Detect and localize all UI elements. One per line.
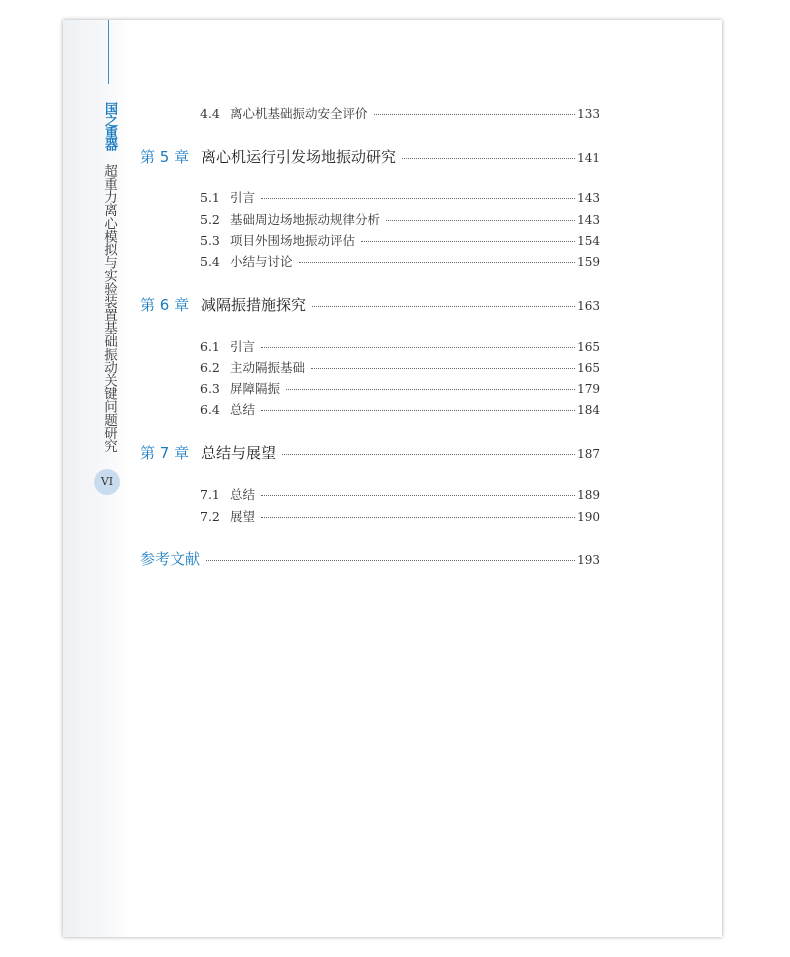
entry-page-number: 193 [577, 553, 600, 567]
series-logo: 国之重器 [102, 102, 117, 150]
section-number: 6.1 [200, 339, 220, 354]
section-number: 7.2 [200, 509, 220, 524]
chapter-label: 第 6 章 [140, 296, 190, 314]
section-number: 5.2 [200, 212, 220, 227]
entry-page-number: 143 [577, 213, 600, 227]
toc-section-entry[interactable] [200, 252, 600, 270]
entry-page-number: 184 [577, 403, 600, 417]
section-number: 5.4 [200, 254, 220, 269]
toc-section-entry[interactable] [200, 400, 600, 418]
page-number-badge: VI [94, 469, 120, 495]
entry-title: 引言 [230, 190, 256, 205]
entry-page-number: 165 [577, 340, 600, 354]
entry-page-number: 187 [577, 447, 600, 461]
chapter-label: 第 7 章 [140, 444, 190, 462]
dot-leader [286, 389, 575, 390]
entry-title: 基础周边场地振动规律分析 [230, 212, 381, 227]
dot-leader [261, 198, 575, 199]
toc-section-entry[interactable] [200, 210, 600, 228]
entry-page-number: 141 [577, 151, 600, 165]
entry-title: 总结与展望 [201, 444, 277, 462]
entry-page-number: 163 [577, 299, 600, 313]
toc-section-entry[interactable] [200, 507, 600, 525]
entry-title: 屏障隔振 [230, 381, 281, 396]
entry-title: 总结 [230, 402, 256, 417]
dot-leader [261, 410, 575, 411]
entry-title: 离心机基础振动安全评价 [230, 106, 368, 121]
dot-leader [374, 114, 576, 115]
dot-leader [386, 220, 575, 221]
dot-leader [261, 495, 575, 496]
dot-leader [261, 347, 575, 348]
entry-title: 参考文献 [140, 550, 201, 568]
toc-chapter-entry[interactable] [140, 442, 600, 463]
running-book-title: 超重力离心模拟与实验装置基础振动关键问题研究 [101, 164, 117, 453]
section-number: 4.4 [200, 106, 220, 121]
dot-leader [402, 158, 575, 159]
entry-page-number: 133 [577, 107, 600, 121]
entry-page-number: 190 [577, 510, 600, 524]
section-number: 5.3 [200, 233, 220, 248]
entry-page-number: 143 [577, 191, 600, 205]
margin-rule [108, 20, 109, 84]
toc-section-entry[interactable] [200, 231, 600, 249]
entry-page-number: 159 [577, 255, 600, 269]
dot-leader [312, 306, 575, 307]
entry-title: 小结与讨论 [230, 254, 293, 269]
entry-title: 引言 [230, 339, 256, 354]
dot-leader [311, 368, 575, 369]
entry-page-number: 165 [577, 361, 600, 375]
toc-references-entry[interactable] [140, 548, 600, 569]
entry-page-number: 189 [577, 488, 600, 502]
entry-title: 离心机运行引发场地振动研究 [201, 148, 397, 166]
entry-title: 展望 [230, 509, 256, 524]
toc-chapter-entry[interactable] [140, 146, 600, 167]
section-number: 7.1 [200, 487, 220, 502]
toc-chapter-entry[interactable] [140, 294, 600, 315]
section-number: 6.2 [200, 360, 220, 375]
toc-section-entry[interactable] [200, 188, 600, 206]
section-number: 6.3 [200, 381, 220, 396]
entry-title: 总结 [230, 487, 256, 502]
toc-section-entry[interactable] [200, 337, 600, 355]
entry-page-number: 154 [577, 234, 600, 248]
page [63, 20, 722, 937]
dot-leader [299, 262, 576, 263]
entry-title: 减隔振措施探究 [201, 296, 307, 314]
chapter-label: 第 5 章 [140, 148, 190, 166]
entry-page-number: 179 [577, 382, 600, 396]
dot-leader [361, 241, 575, 242]
dot-leader [282, 454, 575, 455]
section-number: 5.1 [200, 190, 220, 205]
entry-title: 主动隔振基础 [230, 360, 306, 375]
toc-section-entry[interactable] [200, 358, 600, 376]
dot-leader [206, 560, 575, 561]
section-number: 6.4 [200, 402, 220, 417]
toc-section-entry[interactable] [200, 379, 600, 397]
page-margin [63, 20, 125, 937]
dot-leader [261, 517, 575, 518]
toc-section-entry[interactable] [200, 485, 600, 503]
toc-section-entry[interactable] [200, 104, 600, 122]
entry-title: 项目外围场地振动评估 [230, 233, 356, 248]
